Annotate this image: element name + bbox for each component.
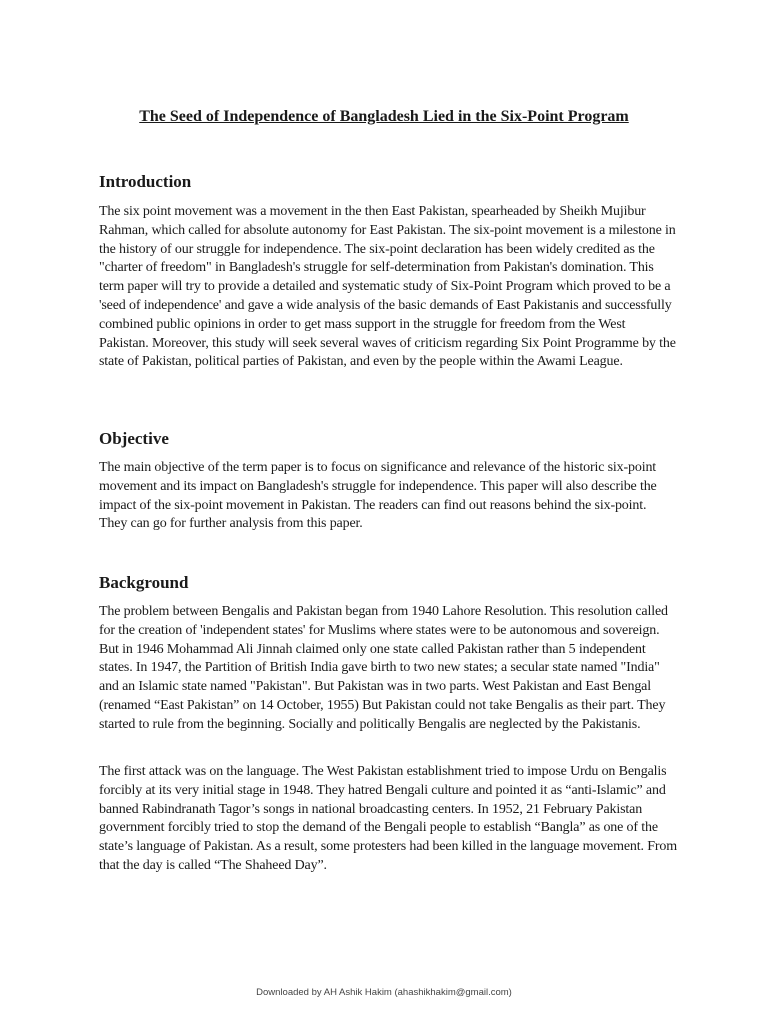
- section-heading-background: Background: [99, 573, 189, 592]
- introduction-paragraph: The six point movement was a movement in the then East Pakistan, spearheaded by Sheikh Mujibur Rahman, which called for absolute autonomy for East Pakistan. The six-point movement is a milestone in the history of our struggle for independence. The six-point declaration has been widely credited as the "charter of freedom" in Bangladesh's struggle for self-determination from Pakistan's domination. This term paper will try to provide a detailed and systematic study of Six-Point Program which proved to be a 'seed of independence' and gave a wide analysis of the basic demands of East Pakistanis and successfully combined public opinions in order to get mass support in the struggle for freedom from the West Pakistan. Moreover, this study will seek several waves of criticism regarding Six Point Programme by the state of Pakistan, political parties of Pakistan, and even by the people within the Awami League.: [99, 204, 676, 370]
- objective-paragraph: The main objective of the term paper is to focus on significance and relevance of the historic six-point movement and its impact on Bangladesh's struggle for independence. This paper will also describe the impact of the six-point movement in Pakistan. The readers can find out reasons behind the six-point. They can go for further analysis from this paper.: [99, 460, 657, 532]
- document-title: The Seed of Independence of Bangladesh Lied in the Six-Point Program: [139, 108, 629, 125]
- background-paragraph-2: The first attack was on the language. The West Pakistan establishment tried to impose Urdu on Bengalis forcibly at its very initial stage in 1948. They hatred Bengali culture and pointed it as “anti-Islamic” and banned Rabindranath Tagor’s songs in national broadcasting centers. In 1952, 21 February Pakistan government forcibly tried to stop the demand of the Bengali people to establish “Bangla” as one of the state’s language of Pakistan. As a result, some protesters had been killed in the language movement. From that the day is called “The Shaheed Day”.: [99, 764, 677, 873]
- background-paragraph-1: The problem between Bengalis and Pakistan began from 1940 Lahore Resolution. This resolution called for the creation of 'independent states' for Muslims where states were to be autonomous and sovereign. But in 1946 Mohammad Ali Jinnah claimed only one state called Pakistan rather than 5 independent states. In 1947, the Partition of British India gave birth to two new states; a secular state named "India" and an Islamic state named "Pakistan". But Pakistan was in two parts. West Pakistan and East Bengal (renamed “East Pakistan” on 14 October, 1955) But Pakistan could not take Bengalis as their part. They started to rule from the beginning. Socially and politically Bengalis are neglected by the Pakistanis.: [99, 604, 668, 732]
- section-heading-objective: Objective: [99, 429, 169, 448]
- download-footer: Downloaded by AH Ashik Hakim (ahashikhakim@gmail.com): [256, 987, 512, 998]
- section-heading-introduction: Introduction: [99, 172, 192, 191]
